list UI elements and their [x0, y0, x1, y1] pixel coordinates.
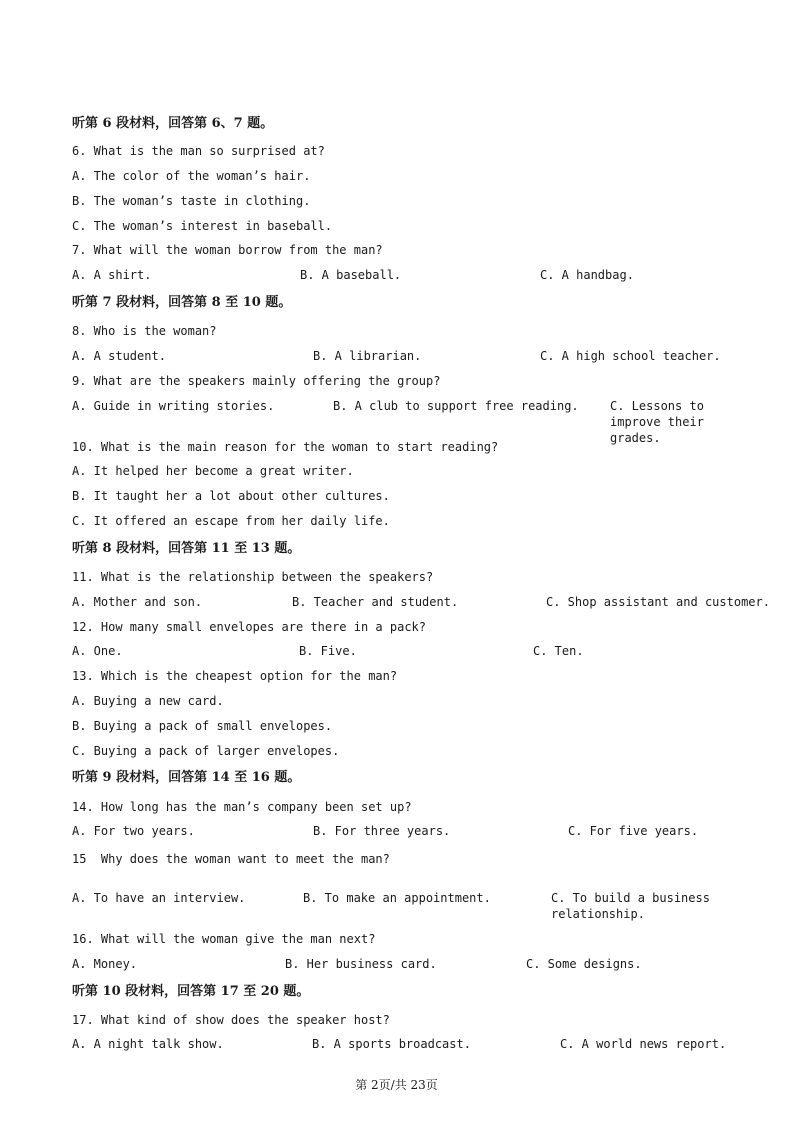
question-8-option-c: C. A high school teacher.	[540, 349, 721, 363]
page-footer: 第 2页/共 23页	[355, 1078, 438, 1092]
question-16-option-c: C. Some designs.	[526, 957, 642, 971]
question-14-option-b: B. For three years.	[313, 824, 451, 838]
question-6-option-c: C. The woman’s interest in baseball.	[72, 219, 333, 233]
question-16-option-a: A. Money.	[72, 957, 138, 971]
section-heading-8: 听第 8 段材料，回答第 11 至 13 题。	[72, 541, 301, 556]
question-15-option-a: A. To have an interview.	[72, 891, 246, 905]
question-7-option-a: A. A shirt.	[72, 268, 152, 282]
question-15-stem: 15 Why does the woman want to meet the man?	[72, 852, 390, 866]
question-15-option-b: B. To make an appointment.	[303, 891, 491, 905]
question-14-option-c: C. For five years.	[568, 824, 699, 838]
question-9-option-c	[610, 398, 760, 446]
question-10-option-c: C. It offered an escape from her daily life.	[72, 514, 390, 528]
question-11-stem: 11. What is the relationship between the speakers?	[72, 570, 434, 584]
question-16-option-b: B. Her business card.	[285, 957, 437, 971]
question-12-option-b: B. Five.	[299, 644, 357, 658]
section-heading-7: 听第 7 段材料，回答第 8 至 10 题。	[72, 295, 292, 310]
question-13-stem: 13. Which is the cheapest option for the man?	[72, 669, 398, 683]
question-9-stem: 9. What are the speakers mainly offering the group?	[72, 374, 441, 388]
question-9-option-a: A. Guide in writing stories.	[72, 399, 275, 413]
question-12-option-a: A. One.	[72, 644, 123, 658]
question-8-stem: 8. Who is the woman?	[72, 324, 217, 338]
question-14-stem: 14. How long has the man’s company been set up?	[72, 800, 412, 814]
question-9-option-c-text: C. Lessons to improve their grades.	[610, 399, 704, 445]
question-10-option-b: B. It taught her a lot about other cultures.	[72, 489, 390, 503]
question-7-option-c: C. A handbag.	[540, 268, 634, 282]
question-13-option-a: A. Buying a new card.	[72, 694, 224, 708]
section-heading-10: 听第 10 段材料，回答第 17 至 20 题。	[72, 984, 310, 999]
section-heading-6: 听第 6 段材料，回答第 6、7 题。	[72, 116, 274, 131]
question-13-option-b: B. Buying a pack of small envelopes.	[72, 719, 333, 733]
question-17-stem: 17. What kind of show does the speaker host?	[72, 1013, 390, 1027]
question-11-option-a: A. Mother and son.	[72, 595, 203, 609]
question-8-option-b: B. A librarian.	[313, 349, 422, 363]
question-16-stem: 16. What will the woman give the man next?	[72, 932, 376, 946]
question-6-option-b: B. The woman’s taste in clothing.	[72, 194, 311, 208]
question-6-option-a: A. The color of the woman’s hair.	[72, 169, 311, 183]
question-10-stem: 10. What is the main reason for the woman to start reading?	[72, 440, 499, 454]
question-17-option-c: C. A world news report.	[560, 1037, 727, 1051]
question-8-option-a: A. A student.	[72, 349, 166, 363]
section-heading-9: 听第 9 段材料，回答第 14 至 16 题。	[72, 770, 301, 785]
question-7-option-b: B. A baseball.	[300, 268, 402, 282]
question-11-option-b: B. Teacher and student.	[292, 595, 459, 609]
question-12-option-c: C. Ten.	[533, 644, 584, 658]
question-17-option-a: A. A night talk show.	[72, 1037, 224, 1051]
question-7-stem: 7. What will the woman borrow from the man?	[72, 243, 383, 257]
question-17-option-b: B. A sports broadcast.	[312, 1037, 471, 1051]
question-12-stem: 12. How many small envelopes are there in a pack?	[72, 620, 427, 634]
question-6-stem: 6. What is the man so surprised at?	[72, 144, 325, 158]
question-15-option-c	[551, 890, 711, 922]
question-10-option-a: A. It helped her become a great writer.	[72, 464, 354, 478]
question-11-option-c: C. Shop assistant and customer.	[546, 595, 770, 609]
question-15-option-c-text: C. To build a business relationship.	[551, 891, 710, 921]
question-14-option-a: A. For two years.	[72, 824, 195, 838]
question-9-option-b: B. A club to support free reading.	[333, 399, 579, 413]
question-13-option-c: C. Buying a pack of larger envelopes.	[72, 744, 340, 758]
